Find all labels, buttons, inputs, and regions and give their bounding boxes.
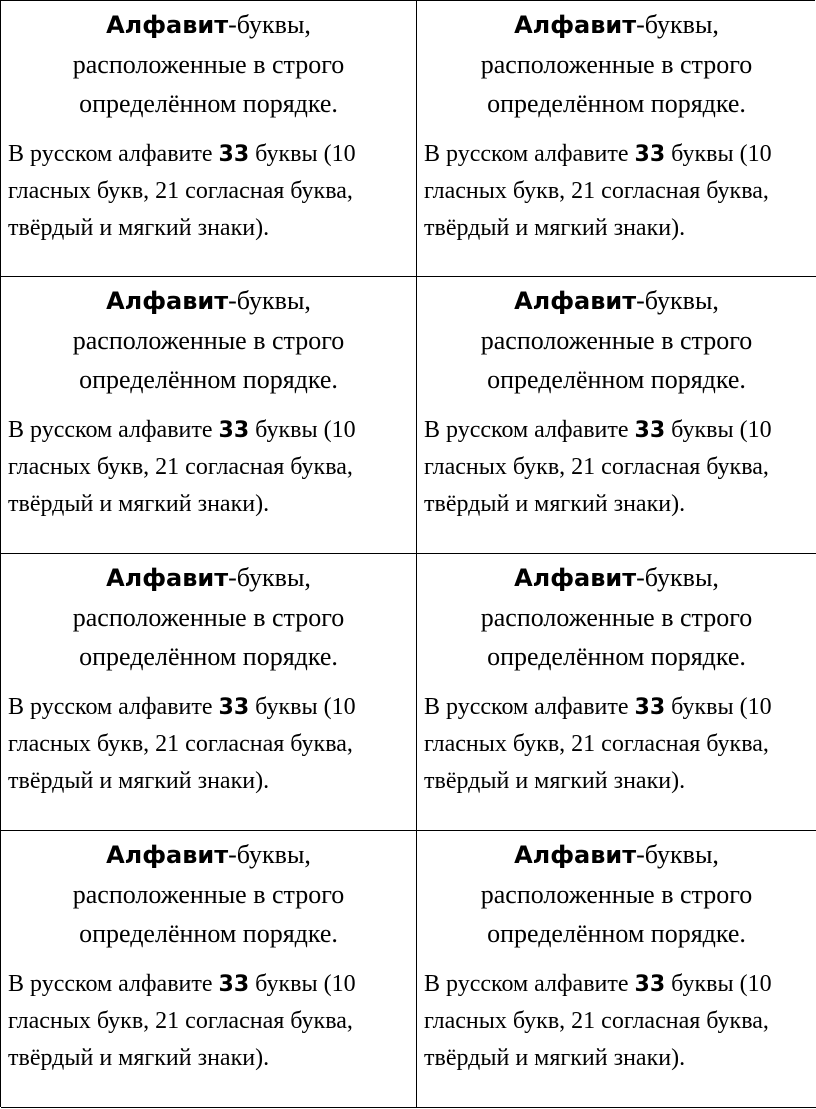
fact-line: твёрдый и мягкий знаки). [8,1045,270,1071]
card-fact [1,412,416,523]
card-definition [417,1,816,123]
fact-line [424,966,816,1003]
fact-line: твёрдый и мягкий знаки). [424,768,686,794]
alphabet-card [1,1,417,277]
definition-start: -буквы, [636,286,719,315]
definition-line: определённом порядке. [487,89,746,118]
card-term: Алфавит [514,11,637,39]
letter-count: 33 [218,142,250,167]
fact-text: В русском алфавите [424,971,635,997]
fact-text: В русском алфавите [8,417,219,443]
definition-line: определённом порядке. [79,642,338,671]
definition-start: -буквы, [228,563,311,592]
definition-line: расположенные в строго [72,326,345,355]
definition-line: определённом порядке. [79,89,338,118]
definition-start: -буквы, [636,563,719,592]
card-definition [1,1,416,123]
fact-text: буквы (10 [249,417,356,443]
definition-line: определённом порядке. [79,365,338,394]
definition-line: расположенные в строго [480,50,753,79]
fact-line: твёрдый и мягкий знаки). [8,768,270,794]
fact-text: В русском алфавите [424,141,635,167]
card-term: Алфавит [514,564,637,592]
definition-start: -буквы, [228,286,311,315]
card-definition [1,277,416,399]
card-definition [417,831,816,953]
fact-line: гласных букв, 21 согласная буква, [8,454,353,480]
fact-line [424,412,816,449]
letter-count: 33 [634,695,666,720]
fact-line: гласных букв, 21 согласная буква, [424,731,769,757]
fact-line: гласных букв, 21 согласная буква, [8,731,353,757]
card-fact [417,412,816,523]
card-term: Алфавит [106,841,229,869]
card-fact [1,966,416,1077]
letter-count: 33 [634,972,666,997]
definition-line: определённом порядке. [79,919,338,948]
definition-start: -буквы, [636,10,719,39]
fact-line: гласных букв, 21 согласная буква, [424,454,769,480]
card-definition [417,554,816,676]
definition-start: -буквы, [228,10,311,39]
definition-line: расположенные в строго [72,603,345,632]
fact-line [8,689,416,726]
fact-text: буквы (10 [249,694,356,720]
fact-text: буквы (10 [665,417,772,443]
alphabet-card [417,1,816,277]
fact-line [8,966,416,1003]
fact-line: гласных букв, 21 согласная буква, [424,1008,769,1034]
card-definition [1,554,416,676]
fact-line: твёрдый и мягкий знаки). [424,1045,686,1071]
letter-count: 33 [634,418,666,443]
card-fact [417,689,816,800]
fact-text: В русском алфавите [8,694,219,720]
definition-line: расположенные в строго [480,326,753,355]
definition-start: -буквы, [636,840,719,869]
fact-line [8,136,416,173]
card-term: Алфавит [106,11,229,39]
card-term: Алфавит [106,287,229,315]
alphabet-card [1,831,417,1108]
card-term: Алфавит [514,841,637,869]
fact-line: гласных букв, 21 согласная буква, [8,178,353,204]
definition-line: определённом порядке. [487,642,746,671]
card-fact [1,689,416,800]
fact-line [424,136,816,173]
card-fact [1,136,416,247]
letter-count: 33 [218,695,250,720]
letter-count: 33 [634,142,666,167]
fact-line [424,689,816,726]
definition-line: расположенные в строго [72,50,345,79]
definition-line: расположенные в строго [480,603,753,632]
fact-text: буквы (10 [249,971,356,997]
fact-line [8,412,416,449]
fact-text: буквы (10 [665,971,772,997]
alphabet-card [1,277,417,554]
alphabet-card [417,831,816,1108]
letter-count: 33 [218,418,250,443]
card-definition [417,277,816,399]
fact-text: В русском алфавите [8,141,219,167]
fact-text: В русском алфавите [424,694,635,720]
definition-line: определённом порядке. [487,919,746,948]
fact-text: В русском алфавите [8,971,219,997]
fact-text: буквы (10 [665,141,772,167]
fact-text: буквы (10 [665,694,772,720]
card-definition [1,831,416,953]
definition-line: расположенные в строго [480,880,753,909]
fact-line: твёрдый и мягкий знаки). [8,491,270,517]
fact-text: В русском алфавите [424,417,635,443]
definition-line: определённом порядке. [487,365,746,394]
fact-line: гласных букв, 21 согласная буква, [424,178,769,204]
fact-line: твёрдый и мягкий знаки). [8,215,270,241]
fact-line: твёрдый и мягкий знаки). [424,215,686,241]
fact-text: буквы (10 [249,141,356,167]
alphabet-card [1,554,417,831]
card-fact [417,136,816,247]
definition-line: расположенные в строго [72,880,345,909]
card-fact [417,966,816,1077]
card-term: Алфавит [106,564,229,592]
alphabet-card [417,277,816,554]
alphabet-card [417,554,816,831]
fact-line: гласных букв, 21 согласная буква, [8,1008,353,1034]
fact-line: твёрдый и мягкий знаки). [424,491,686,517]
definition-start: -буквы, [228,840,311,869]
card-term: Алфавит [514,287,637,315]
letter-count: 33 [218,972,250,997]
